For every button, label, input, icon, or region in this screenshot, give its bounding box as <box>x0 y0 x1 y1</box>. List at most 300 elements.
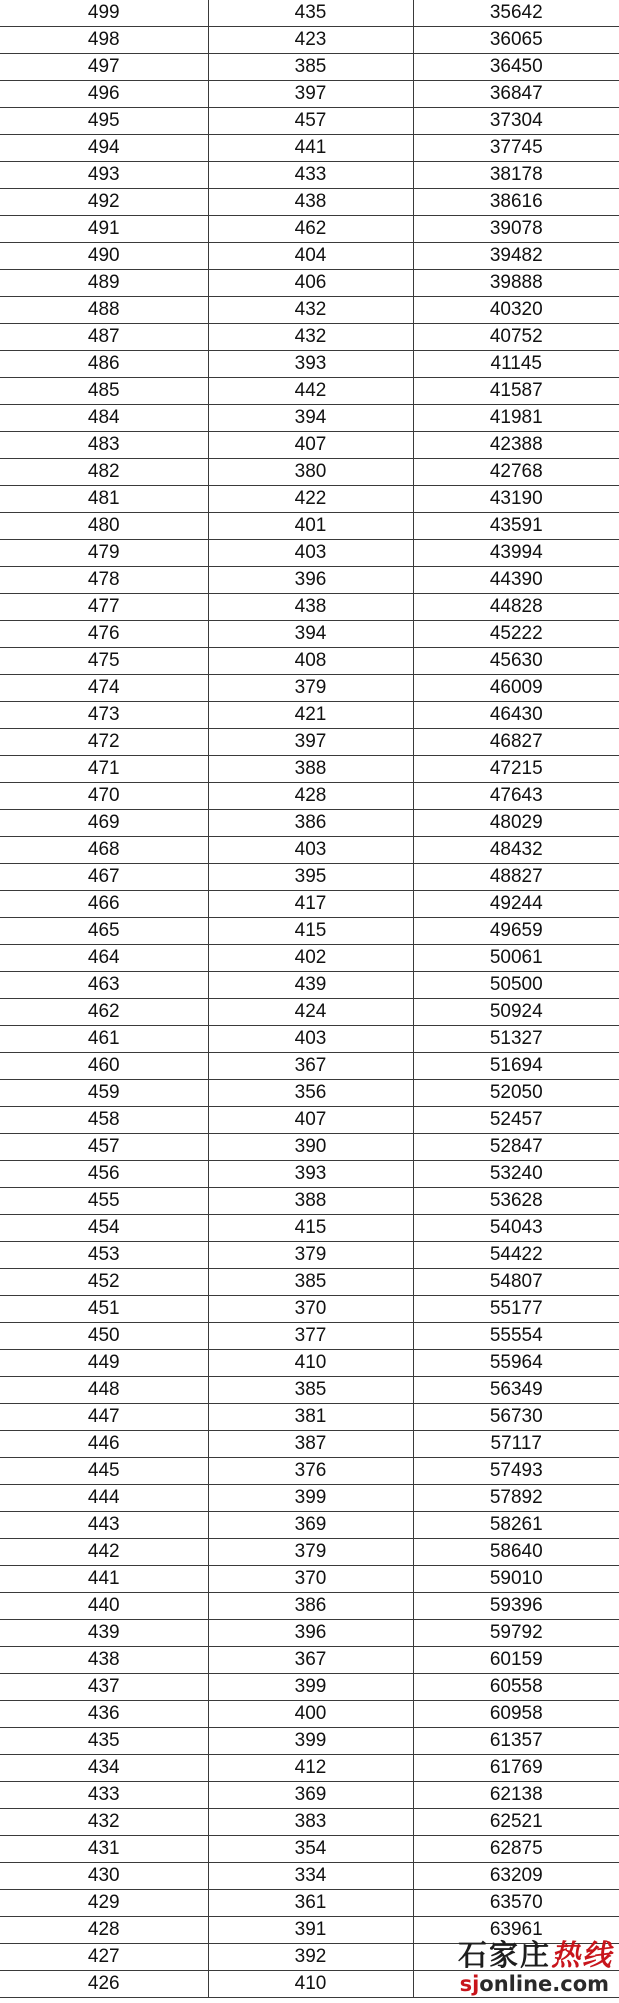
cumulative-cell: 46827 <box>413 729 619 756</box>
cumulative-cell: 44390 <box>413 567 619 594</box>
cumulative-cell: 56349 <box>413 1377 619 1404</box>
table-row <box>0 162 619 189</box>
cumulative-cell: 47643 <box>413 783 619 810</box>
cumulative-cell: 58640 <box>413 1539 619 1566</box>
score-cell: 481 <box>0 486 208 513</box>
table-row <box>0 135 619 162</box>
score-cell: 469 <box>0 810 208 837</box>
count-cell: 354 <box>208 1836 413 1863</box>
score-cell: 456 <box>0 1161 208 1188</box>
score-cell: 495 <box>0 108 208 135</box>
table-row <box>0 54 619 81</box>
score-cell: 450 <box>0 1323 208 1350</box>
score-cell: 478 <box>0 567 208 594</box>
count-cell: 399 <box>208 1728 413 1755</box>
cumulative-cell: 45630 <box>413 648 619 675</box>
cumulative-cell: 55964 <box>413 1350 619 1377</box>
table-row <box>0 1134 619 1161</box>
count-cell: 432 <box>208 297 413 324</box>
cumulative-cell: 49244 <box>413 891 619 918</box>
table-row <box>0 945 619 972</box>
table-row <box>0 1593 619 1620</box>
table-row <box>0 1485 619 1512</box>
cumulative-cell: 62875 <box>413 1836 619 1863</box>
table-row <box>0 1080 619 1107</box>
count-cell: 392 <box>208 1944 413 1971</box>
score-cell: 426 <box>0 1971 208 1998</box>
count-cell: 388 <box>208 1188 413 1215</box>
table-row <box>0 1026 619 1053</box>
cumulative-cell: 52847 <box>413 1134 619 1161</box>
score-cell: 472 <box>0 729 208 756</box>
count-cell: 432 <box>208 324 413 351</box>
table-row <box>0 1917 619 1944</box>
cumulative-cell: 54807 <box>413 1269 619 1296</box>
score-cell: 430 <box>0 1863 208 1890</box>
cumulative-cell: 41981 <box>413 405 619 432</box>
count-cell: 423 <box>208 27 413 54</box>
table-row <box>0 648 619 675</box>
count-cell: 383 <box>208 1809 413 1836</box>
cumulative-cell: 52050 <box>413 1080 619 1107</box>
cumulative-cell: 48827 <box>413 864 619 891</box>
score-cell: 441 <box>0 1566 208 1593</box>
cumulative-cell: 63209 <box>413 1863 619 1890</box>
table-row <box>0 1971 619 1998</box>
count-cell: 397 <box>208 81 413 108</box>
cumulative-cell: 61357 <box>413 1728 619 1755</box>
table-row <box>0 702 619 729</box>
score-cell: 447 <box>0 1404 208 1431</box>
score-cell: 453 <box>0 1242 208 1269</box>
table-row <box>0 1107 619 1134</box>
watermark-title-dark: 石家庄 <box>457 1938 551 1972</box>
count-cell: 439 <box>208 972 413 999</box>
cumulative-cell <box>413 1944 619 1971</box>
score-cell: 445 <box>0 1458 208 1485</box>
table-row <box>0 1890 619 1917</box>
cumulative-cell: 63961 <box>413 1917 619 1944</box>
table-row <box>0 918 619 945</box>
table-row <box>0 216 619 243</box>
score-cell: 432 <box>0 1809 208 1836</box>
table-row <box>0 108 619 135</box>
cumulative-cell: 48029 <box>413 810 619 837</box>
count-cell: 424 <box>208 999 413 1026</box>
table-row <box>0 1323 619 1350</box>
table-row <box>0 972 619 999</box>
score-cell: 440 <box>0 1593 208 1620</box>
cumulative-cell: 48432 <box>413 837 619 864</box>
score-cell: 491 <box>0 216 208 243</box>
score-cell: 460 <box>0 1053 208 1080</box>
cumulative-cell: 50500 <box>413 972 619 999</box>
score-cell: 498 <box>0 27 208 54</box>
score-cell: 480 <box>0 513 208 540</box>
table-row <box>0 864 619 891</box>
score-cell: 471 <box>0 756 208 783</box>
cumulative-cell: 39888 <box>413 270 619 297</box>
cumulative-cell: 46009 <box>413 675 619 702</box>
score-cell: 455 <box>0 1188 208 1215</box>
cumulative-cell: 62521 <box>413 1809 619 1836</box>
table-row <box>0 1863 619 1890</box>
count-cell: 403 <box>208 1026 413 1053</box>
cumulative-cell: 59010 <box>413 1566 619 1593</box>
score-cell: 464 <box>0 945 208 972</box>
count-cell: 393 <box>208 351 413 378</box>
cumulative-cell: 36847 <box>413 81 619 108</box>
score-cell: 463 <box>0 972 208 999</box>
count-cell: 369 <box>208 1512 413 1539</box>
count-cell: 379 <box>208 1539 413 1566</box>
score-cell: 487 <box>0 324 208 351</box>
cumulative-cell: 63570 <box>413 1890 619 1917</box>
cumulative-cell: 59792 <box>413 1620 619 1647</box>
cumulative-cell: 42388 <box>413 432 619 459</box>
cumulative-cell: 57117 <box>413 1431 619 1458</box>
table-row <box>0 1458 619 1485</box>
count-cell: 408 <box>208 648 413 675</box>
count-cell: 367 <box>208 1053 413 1080</box>
cumulative-cell: 60159 <box>413 1647 619 1674</box>
table-row <box>0 1188 619 1215</box>
score-cell: 429 <box>0 1890 208 1917</box>
count-cell: 438 <box>208 189 413 216</box>
count-cell: 394 <box>208 621 413 648</box>
table-row <box>0 1215 619 1242</box>
cumulative-cell: 37745 <box>413 135 619 162</box>
table-row <box>0 1647 619 1674</box>
table-row <box>0 1242 619 1269</box>
table-row <box>0 1269 619 1296</box>
table-row <box>0 621 619 648</box>
cumulative-cell: 47215 <box>413 756 619 783</box>
watermark-url-red: sj <box>459 1972 480 1996</box>
count-cell: 435 <box>208 0 413 27</box>
table-row <box>0 1512 619 1539</box>
table-row <box>0 1728 619 1755</box>
score-cell: 457 <box>0 1134 208 1161</box>
count-cell: 390 <box>208 1134 413 1161</box>
score-cell: 497 <box>0 54 208 81</box>
count-cell: 415 <box>208 918 413 945</box>
count-cell: 386 <box>208 1593 413 1620</box>
cumulative-cell: 56730 <box>413 1404 619 1431</box>
count-cell: 393 <box>208 1161 413 1188</box>
count-cell: 388 <box>208 756 413 783</box>
count-cell: 395 <box>208 864 413 891</box>
cumulative-cell: 50924 <box>413 999 619 1026</box>
count-cell: 334 <box>208 1863 413 1890</box>
score-cell: 433 <box>0 1782 208 1809</box>
count-cell: 391 <box>208 1917 413 1944</box>
count-cell: 422 <box>208 486 413 513</box>
cumulative-cell: 53240 <box>413 1161 619 1188</box>
cumulative-cell: 38178 <box>413 162 619 189</box>
table-row <box>0 1674 619 1701</box>
table-row <box>0 540 619 567</box>
cumulative-cell: 43591 <box>413 513 619 540</box>
score-cell: 484 <box>0 405 208 432</box>
score-cell: 466 <box>0 891 208 918</box>
score-cell: 492 <box>0 189 208 216</box>
cumulative-cell: 38616 <box>413 189 619 216</box>
count-cell: 376 <box>208 1458 413 1485</box>
cumulative-cell: 55177 <box>413 1296 619 1323</box>
table-row <box>0 675 619 702</box>
score-cell: 486 <box>0 351 208 378</box>
count-cell: 396 <box>208 567 413 594</box>
score-cell: 470 <box>0 783 208 810</box>
score-cell: 483 <box>0 432 208 459</box>
count-cell: 417 <box>208 891 413 918</box>
cumulative-cell: 54043 <box>413 1215 619 1242</box>
score-cell: 438 <box>0 1647 208 1674</box>
cumulative-cell: 37304 <box>413 108 619 135</box>
table-row <box>0 189 619 216</box>
cumulative-cell: 54422 <box>413 1242 619 1269</box>
table-row <box>0 594 619 621</box>
cumulative-cell: 53628 <box>413 1188 619 1215</box>
score-cell: 479 <box>0 540 208 567</box>
score-cell: 444 <box>0 1485 208 1512</box>
table-row <box>0 567 619 594</box>
score-cell: 442 <box>0 1539 208 1566</box>
count-cell: 399 <box>208 1485 413 1512</box>
count-cell: 441 <box>208 135 413 162</box>
count-cell: 457 <box>208 108 413 135</box>
count-cell: 407 <box>208 1107 413 1134</box>
score-cell: 446 <box>0 1431 208 1458</box>
count-cell: 370 <box>208 1566 413 1593</box>
score-cell: 490 <box>0 243 208 270</box>
cumulative-cell: 44828 <box>413 594 619 621</box>
table-row <box>0 1836 619 1863</box>
score-cell: 496 <box>0 81 208 108</box>
table-row <box>0 81 619 108</box>
count-cell: 394 <box>208 405 413 432</box>
count-cell: 402 <box>208 945 413 972</box>
score-cell: 434 <box>0 1755 208 1782</box>
table-row <box>0 459 619 486</box>
table-row <box>0 1620 619 1647</box>
table-row <box>0 810 619 837</box>
count-cell: 399 <box>208 1674 413 1701</box>
score-cell: 465 <box>0 918 208 945</box>
count-cell: 406 <box>208 270 413 297</box>
table-row <box>0 351 619 378</box>
count-cell: 385 <box>208 1377 413 1404</box>
score-cell: 494 <box>0 135 208 162</box>
score-cell: 499 <box>0 0 208 27</box>
count-cell: 379 <box>208 1242 413 1269</box>
table-row <box>0 27 619 54</box>
score-cell: 439 <box>0 1620 208 1647</box>
cumulative-cell: 41587 <box>413 378 619 405</box>
score-cell: 488 <box>0 297 208 324</box>
score-cell: 477 <box>0 594 208 621</box>
count-cell: 442 <box>208 378 413 405</box>
cumulative-cell: 36450 <box>413 54 619 81</box>
count-cell: 401 <box>208 513 413 540</box>
score-cell: 435 <box>0 1728 208 1755</box>
count-cell: 403 <box>208 540 413 567</box>
count-cell: 396 <box>208 1620 413 1647</box>
cumulative-cell: 57493 <box>413 1458 619 1485</box>
table-row <box>0 837 619 864</box>
score-cell: 461 <box>0 1026 208 1053</box>
count-cell: 410 <box>208 1350 413 1377</box>
cumulative-cell: 52457 <box>413 1107 619 1134</box>
table-row <box>0 1350 619 1377</box>
cumulative-cell: 49659 <box>413 918 619 945</box>
table-row <box>0 270 619 297</box>
cumulative-cell: 51694 <box>413 1053 619 1080</box>
score-cell: 431 <box>0 1836 208 1863</box>
count-cell: 386 <box>208 810 413 837</box>
cumulative-cell: 43190 <box>413 486 619 513</box>
table-row <box>0 1377 619 1404</box>
table-row <box>0 1161 619 1188</box>
score-cell: 427 <box>0 1944 208 1971</box>
cumulative-cell: 40320 <box>413 297 619 324</box>
score-cell: 474 <box>0 675 208 702</box>
table-row <box>0 756 619 783</box>
count-cell: 410 <box>208 1971 413 1998</box>
cumulative-cell: 61769 <box>413 1755 619 1782</box>
cumulative-cell: 58261 <box>413 1512 619 1539</box>
table-row <box>0 324 619 351</box>
cumulative-cell: 36065 <box>413 27 619 54</box>
table-row <box>0 1782 619 1809</box>
table-row <box>0 1809 619 1836</box>
table-row <box>0 1296 619 1323</box>
table-row <box>0 432 619 459</box>
count-cell: 377 <box>208 1323 413 1350</box>
count-cell: 415 <box>208 1215 413 1242</box>
count-cell: 438 <box>208 594 413 621</box>
score-cell: 468 <box>0 837 208 864</box>
table-row <box>0 783 619 810</box>
table-row <box>0 1404 619 1431</box>
cumulative-cell: 45222 <box>413 621 619 648</box>
cumulative-cell: 62138 <box>413 1782 619 1809</box>
score-cell: 476 <box>0 621 208 648</box>
cumulative-cell: 57892 <box>413 1485 619 1512</box>
count-cell: 385 <box>208 1269 413 1296</box>
score-cell: 489 <box>0 270 208 297</box>
count-cell: 400 <box>208 1701 413 1728</box>
count-cell: 397 <box>208 729 413 756</box>
cumulative-cell: 42768 <box>413 459 619 486</box>
cumulative-cell <box>413 1971 619 1998</box>
table-row <box>0 729 619 756</box>
cumulative-cell: 41145 <box>413 351 619 378</box>
cumulative-cell: 60958 <box>413 1701 619 1728</box>
count-cell: 370 <box>208 1296 413 1323</box>
score-cell: 451 <box>0 1296 208 1323</box>
count-cell: 356 <box>208 1080 413 1107</box>
table-row <box>0 999 619 1026</box>
score-cell: 473 <box>0 702 208 729</box>
cumulative-cell: 50061 <box>413 945 619 972</box>
score-cell: 443 <box>0 1512 208 1539</box>
score-cell: 452 <box>0 1269 208 1296</box>
score-cell: 482 <box>0 459 208 486</box>
score-cell: 475 <box>0 648 208 675</box>
table-row <box>0 1566 619 1593</box>
count-cell: 404 <box>208 243 413 270</box>
cumulative-cell: 43994 <box>413 540 619 567</box>
count-cell: 403 <box>208 837 413 864</box>
count-cell: 361 <box>208 1890 413 1917</box>
score-cell: 449 <box>0 1350 208 1377</box>
watermark-url-dark: online.com <box>479 1972 609 1996</box>
count-cell: 379 <box>208 675 413 702</box>
count-cell: 433 <box>208 162 413 189</box>
cumulative-cell: 55554 <box>413 1323 619 1350</box>
count-cell: 462 <box>208 216 413 243</box>
score-cell: 437 <box>0 1674 208 1701</box>
count-cell: 387 <box>208 1431 413 1458</box>
count-cell: 369 <box>208 1782 413 1809</box>
score-cell: 462 <box>0 999 208 1026</box>
cumulative-cell: 39078 <box>413 216 619 243</box>
table-row <box>0 1053 619 1080</box>
cumulative-cell: 35642 <box>413 0 619 27</box>
count-cell: 421 <box>208 702 413 729</box>
table-row <box>0 405 619 432</box>
count-cell: 380 <box>208 459 413 486</box>
watermark-title-red: 热线 <box>550 1938 613 1972</box>
score-cell: 485 <box>0 378 208 405</box>
count-cell: 385 <box>208 54 413 81</box>
table-row <box>0 297 619 324</box>
table-row <box>0 513 619 540</box>
count-cell: 412 <box>208 1755 413 1782</box>
score-cell: 459 <box>0 1080 208 1107</box>
count-cell: 381 <box>208 1404 413 1431</box>
cumulative-cell: 40752 <box>413 324 619 351</box>
cumulative-cell: 46430 <box>413 702 619 729</box>
table-row <box>0 486 619 513</box>
score-cell: 458 <box>0 1107 208 1134</box>
table-row <box>0 1944 619 1971</box>
score-cell: 428 <box>0 1917 208 1944</box>
table-row <box>0 1431 619 1458</box>
table-row <box>0 891 619 918</box>
count-cell: 367 <box>208 1647 413 1674</box>
table-row <box>0 0 619 27</box>
cumulative-cell: 51327 <box>413 1026 619 1053</box>
table-row <box>0 378 619 405</box>
score-cell: 436 <box>0 1701 208 1728</box>
count-cell: 428 <box>208 783 413 810</box>
score-cell: 454 <box>0 1215 208 1242</box>
cumulative-cell: 59396 <box>413 1593 619 1620</box>
cumulative-cell: 39482 <box>413 243 619 270</box>
score-cell: 493 <box>0 162 208 189</box>
cumulative-cell: 60558 <box>413 1674 619 1701</box>
score-cell: 467 <box>0 864 208 891</box>
table-row <box>0 1701 619 1728</box>
table-row <box>0 243 619 270</box>
table-row <box>0 1755 619 1782</box>
table-row <box>0 1539 619 1566</box>
score-cell: 448 <box>0 1377 208 1404</box>
count-cell: 407 <box>208 432 413 459</box>
